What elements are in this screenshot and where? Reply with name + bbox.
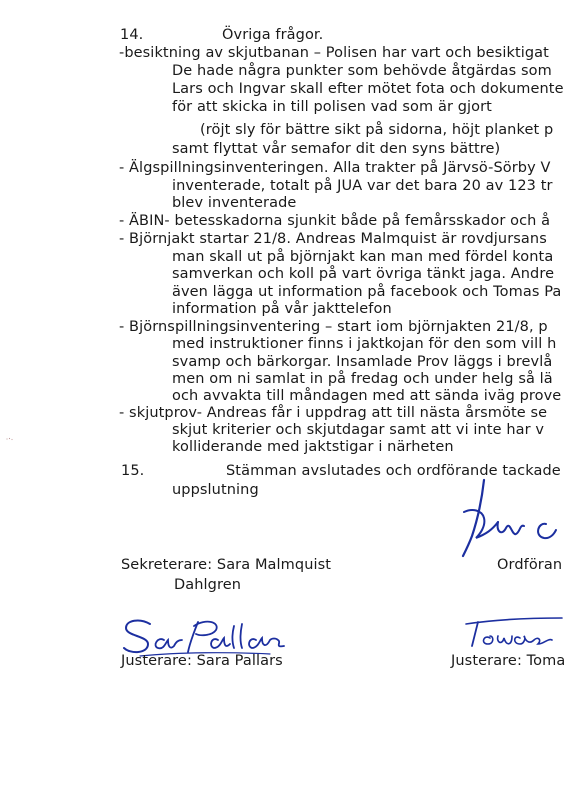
item-14-line: information på vår jakttelefon [172, 301, 392, 317]
item-14-line: samverkan och koll på vart övriga tänkt jaga. Andre [172, 266, 555, 282]
item-15-number: 15. [121, 463, 145, 479]
item-14-line: -besiktning av skjutbanan – Polisen har vart och besiktigat [119, 45, 549, 61]
item-14-line: och avvakta till måndagen med att sända iväg prove [172, 388, 562, 404]
item-14-line: - Björnjakt startar 21/8. Andreas Malmquist är rovdjursans [119, 231, 547, 247]
chair-label: Ordföran [497, 557, 563, 573]
item-14-number: 14. [120, 27, 144, 43]
item-15-text-cont: uppslutning [172, 482, 259, 498]
item-14-line: kolliderande med jaktstigar i närheten [172, 439, 454, 455]
item-14-line: med instruktioner finns i jaktkojan för den som vill h [172, 336, 557, 352]
item-14-line: svamp och bärkorgar. Insamlade Prov läggs i brevlå [172, 354, 553, 370]
item-14-line: blev inventerade [172, 195, 297, 211]
item-14-line: - skjutprov- Andreas får i uppdrag att till nästa årsmöte se [119, 405, 548, 421]
item-14-line: - Björnspillningsinventering – start iom björnjakten 21/8, p [119, 319, 548, 335]
chair-signature [458, 478, 565, 560]
scan-speck [6, 437, 14, 441]
item-15-text: Stämman avslutades och ordförande tackade [226, 463, 561, 479]
item-14-line: även lägga ut information på facebook och Tomas Pa [172, 284, 562, 300]
item-14-line: inventerade, totalt på JUA var det bara 20 av 123 tr [172, 178, 553, 194]
item-14-line: men om ni samlat in på fredag och under helg så lä [172, 371, 553, 387]
adjuster-1-label: Justerare: Sara Pallars [121, 653, 283, 669]
secretary-label: Sekreterare: Sara Malmquist [121, 557, 332, 573]
item-14-line: - ÄBIN- betesskadorna sjunkit både på femårsskador och å [119, 213, 551, 229]
item-14-line: - Älgspillningsinventeringen. Alla trakter på Järvsö-Sörby V [119, 160, 551, 176]
adjuster-2-label: Justerare: Toma [451, 653, 565, 669]
item-14-line: (röjt sly för bättre sikt på sidorna, höjt planket p [200, 122, 554, 138]
secretary-label-cont: Dahlgren [174, 577, 242, 593]
item-14-line: samt flyttat vår semafor dit den syns bättre) [172, 141, 501, 157]
item-14-line: för att skicka in till polisen vad som är gjort [172, 99, 492, 115]
item-14-line: De hade några punkter som behövde åtgärdas som [172, 63, 552, 79]
item-14-title: Övriga frågor. [222, 27, 324, 43]
adjuster-2-signature [462, 616, 565, 650]
item-14-line: skjut kriterier och skjutdagar samt att vi inte har v [172, 422, 545, 438]
item-14-line: Lars och Ingvar skall efter mötet fota och dokumente [172, 81, 564, 97]
item-14-line: man skall ut på björnjakt kan man med fördel konta [172, 249, 554, 265]
